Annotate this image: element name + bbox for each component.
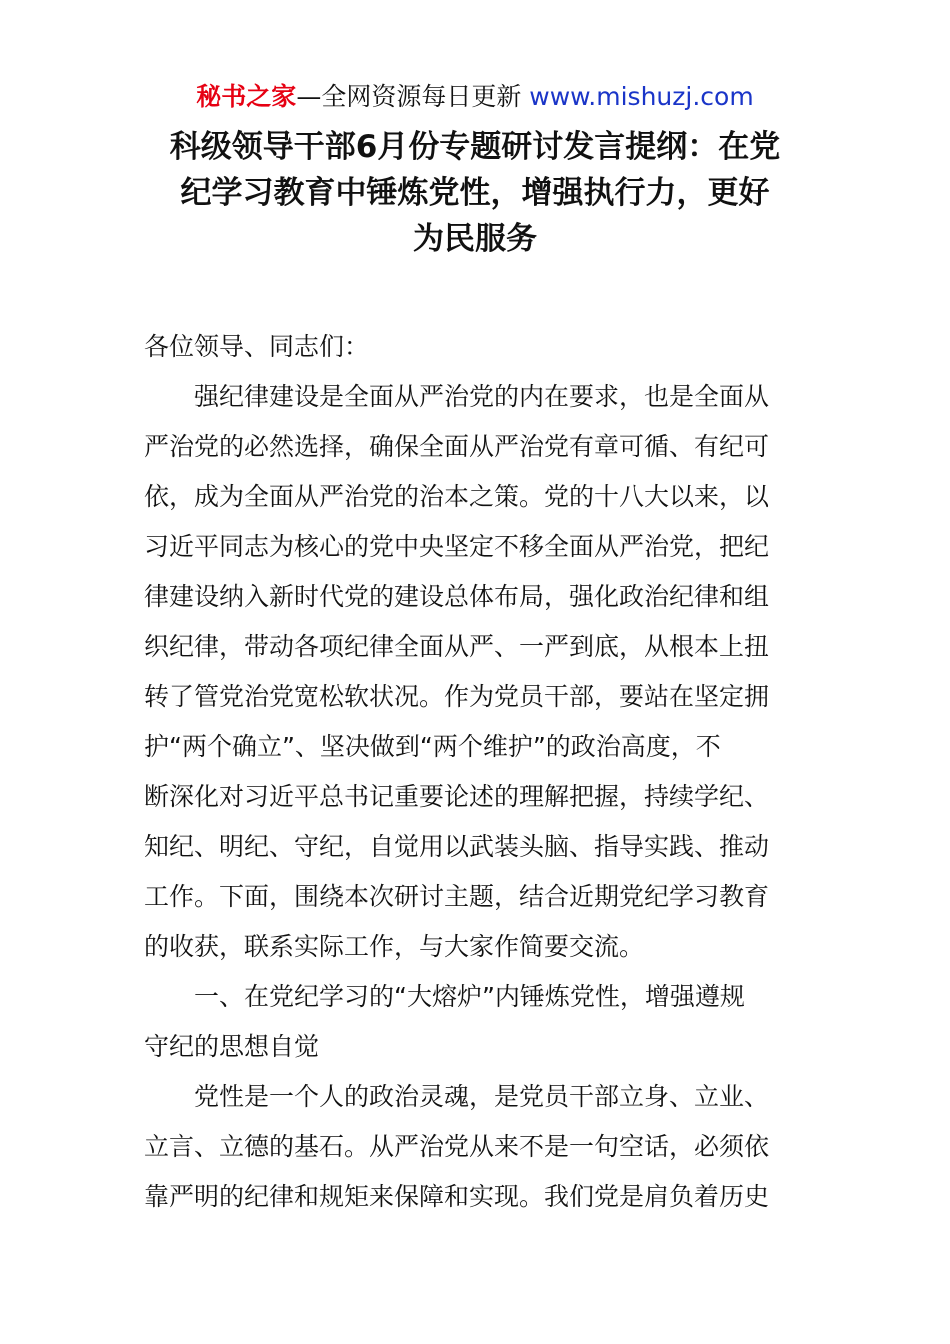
title-line: 科级领导干部6月份专题研讨发言提纲：在党 <box>169 129 781 165</box>
paragraph-line: 工作。下面，围绕本次研讨主题，结合近期党纪学习教育 <box>144 882 770 911</box>
paragraph-2 <box>144 1072 810 1222</box>
greeting: 各位领导、同志们： <box>144 332 370 361</box>
paragraph-line: 护“两个确立”、坚决做到“两个维护”的政治高度，不 <box>144 732 721 761</box>
section-heading-1 <box>144 972 810 1072</box>
paragraph-line: 严治党的必然选择，确保全面从严治党有章可循、有纪可 <box>144 432 770 461</box>
document-title <box>0 124 950 262</box>
paragraph-line: 的收获，联系实际工作，与大家作简要交流。 <box>144 932 645 961</box>
site-name: 秘书之家 <box>196 82 297 111</box>
document-body <box>144 322 810 1222</box>
paragraph-line: 靠严明的纪律和规矩来保障和实现。我们党是肩负着历史 <box>144 1182 770 1211</box>
paragraph-line: 习近平同志为核心的党中央坚定不移全面从严治党，把纪 <box>144 532 770 561</box>
paragraph-1 <box>144 372 810 972</box>
heading-line: 一、在党纪学习的“大熔炉”内锤炼党性，增强遵规 <box>194 982 745 1011</box>
site-url-link[interactable]: www.mishuzj.com <box>529 82 754 111</box>
paragraph-line: 知纪、明纪、守纪，自觉用以武装头脑、指导实践、推动 <box>144 832 770 861</box>
paragraph-line: 律建设纳入新时代党的建设总体布局，强化政治纪律和组 <box>144 582 770 611</box>
paragraph-line: 党性是一个人的政治灵魂，是党员干部立身、立业、 <box>194 1082 770 1111</box>
paragraph-line: 依，成为全面从严治党的治本之策。党的十八大以来，以 <box>144 482 770 511</box>
title-line: 纪学习教育中锤炼党性，增强执行力，更好 <box>180 175 770 211</box>
paragraph-line: 转了管党治党宽松软状况。作为党员干部，要站在坚定拥 <box>144 682 770 711</box>
site-header <box>0 80 950 114</box>
paragraph-line: 强纪律建设是全面从严治党的内在要求，也是全面从 <box>194 382 770 411</box>
paragraph-line: 断深化对习近平总书记重要论述的理解把握，持续学纪、 <box>144 782 770 811</box>
site-tagline: —全网资源每日更新 <box>296 82 530 111</box>
paragraph-line: 立言、立德的基石。从严治党从来不是一句空话，必须依 <box>144 1132 770 1161</box>
title-line: 为民服务 <box>413 221 537 257</box>
heading-line: 守纪的思想自觉 <box>144 1032 320 1061</box>
paragraph-line: 织纪律，带动各项纪律全面从严、一严到底，从根本上扭 <box>144 632 770 661</box>
